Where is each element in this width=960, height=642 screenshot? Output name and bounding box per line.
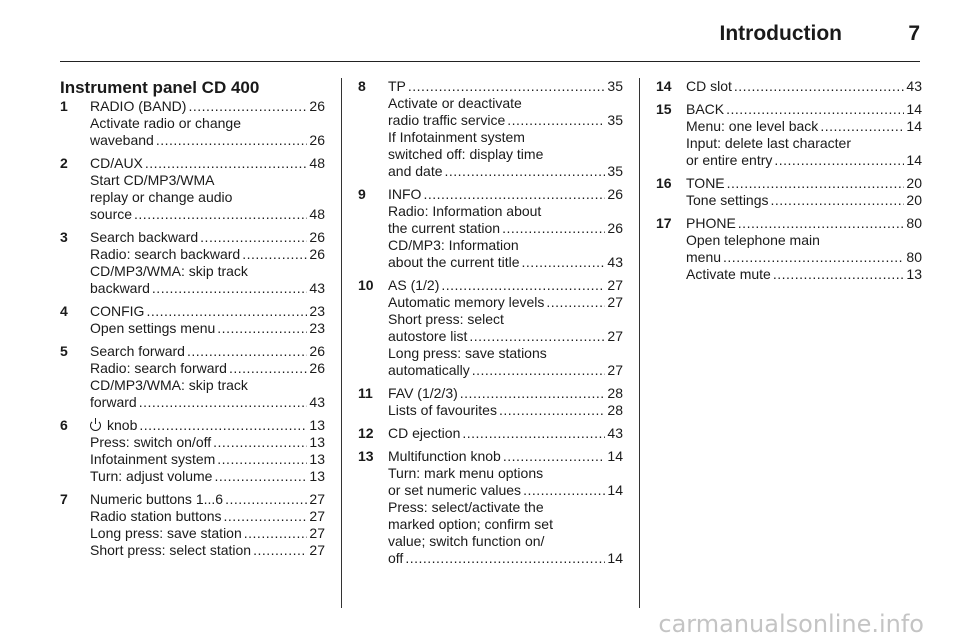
leader-dots: [771, 192, 905, 209]
index-entry: [358, 425, 623, 442]
page-ref: 27: [309, 508, 325, 524]
index-entry: [656, 101, 922, 169]
index-entry: [60, 229, 325, 297]
column-1: [60, 78, 325, 565]
entry-line: [388, 402, 623, 419]
entry-text: CD/AUX: [90, 155, 143, 171]
page-ref: 43: [906, 78, 922, 94]
entry-line: [686, 152, 922, 169]
page-ref: 48: [309, 155, 325, 171]
page-ref: 27: [309, 491, 325, 507]
index-entry: [358, 277, 623, 379]
leader-dots: [225, 491, 307, 508]
leader-dots: [523, 482, 605, 499]
entry-line: [686, 249, 922, 266]
leader-dots: [156, 132, 308, 149]
entry-number: 13: [358, 448, 374, 464]
entry-text: CD ejection: [388, 425, 461, 441]
entry-number: 14: [656, 78, 672, 94]
leader-dots: [441, 277, 605, 294]
leader-dots: [502, 220, 605, 237]
column-divider: [639, 78, 640, 608]
leader-dots: [253, 542, 307, 559]
index-entry: [358, 78, 623, 180]
entry-text: forward: [90, 394, 137, 410]
entry-text: Activate radio or change: [90, 115, 241, 131]
page-title: Introduction: [719, 22, 842, 45]
page-ref: 35: [607, 112, 623, 128]
leader-dots: [507, 112, 605, 129]
entry-line: [388, 112, 623, 129]
page-ref: 27: [309, 542, 325, 558]
entry-text: Radio: search backward: [90, 246, 241, 262]
entry-line: [388, 186, 623, 203]
entry-line: [388, 294, 623, 311]
leader-dots: [214, 468, 307, 485]
page-number: 7: [908, 22, 920, 45]
leader-dots: [773, 266, 905, 283]
entry-line: [388, 254, 623, 271]
entry-line: [90, 280, 325, 297]
entry-list: [656, 78, 922, 283]
entry-text: Turn: adjust volume: [90, 468, 213, 484]
page-ref: 14: [906, 101, 922, 117]
entry-list: [358, 78, 623, 567]
entry-line: [388, 499, 623, 516]
entry-line: [90, 263, 325, 280]
entry-text: AS (1/2): [388, 277, 440, 293]
entry-text: or entire entry: [686, 152, 773, 168]
entry-line: [388, 78, 623, 95]
entry-text: Radio: Information about: [388, 203, 542, 219]
entry-line: [90, 377, 325, 394]
page-ref: 27: [607, 294, 623, 310]
leader-dots: [503, 448, 606, 465]
entry-line: [388, 311, 623, 328]
entry-line: [388, 516, 623, 533]
page-ref: 43: [309, 280, 325, 296]
leader-dots: [462, 425, 605, 442]
entry-line: [388, 220, 623, 237]
page-ref: 14: [906, 118, 922, 134]
entry-line: [90, 189, 325, 206]
page-ref: 27: [607, 328, 623, 344]
page-ref: 43: [607, 425, 623, 441]
entry-number: 2: [60, 155, 68, 171]
column-2: [358, 78, 623, 573]
entry-text: Radio station buttons: [90, 508, 222, 524]
page-ref: 27: [607, 277, 623, 293]
entry-text: knob: [107, 417, 138, 433]
entry-text: Search forward: [90, 343, 185, 359]
entry-lines: [388, 277, 623, 379]
leader-dots: [188, 98, 307, 115]
entry-text: CD slot: [686, 78, 732, 94]
entry-lines: [388, 186, 623, 271]
entry-line: [90, 542, 325, 559]
entry-text: Turn: mark menu options: [388, 465, 544, 481]
entry-line: [388, 95, 623, 112]
entry-line: [90, 229, 325, 246]
entry-text: Press: select/activate the: [388, 499, 544, 515]
index-entry: [656, 175, 922, 209]
entry-number: 4: [60, 303, 68, 319]
entry-text: FAV (1/2/3): [388, 385, 458, 401]
entry-line: [90, 155, 325, 172]
entry-line: [90, 98, 325, 115]
entry-text: BACK: [686, 101, 725, 117]
entry-text: PHONE: [686, 215, 736, 231]
leader-dots: [139, 394, 308, 411]
entry-line: [90, 394, 325, 411]
page-ref: 13: [309, 468, 325, 484]
entry-number: 11: [358, 385, 373, 401]
entry-line: [388, 448, 623, 465]
entry-text: INFO: [388, 186, 422, 202]
leader-dots: [723, 249, 904, 266]
entry-number: 16: [656, 175, 672, 191]
leader-dots: [224, 508, 308, 525]
leader-dots: [187, 343, 307, 360]
entry-text: about the current title: [388, 254, 520, 270]
entry-line: [388, 237, 623, 254]
entry-line: [388, 163, 623, 180]
page-ref: 26: [309, 98, 325, 114]
entry-lines: [686, 215, 922, 283]
entry-lines: [686, 101, 922, 169]
entry-line: [90, 206, 325, 223]
entry-number: 8: [358, 78, 366, 94]
entry-number: 15: [656, 101, 672, 117]
entry-lines: [388, 385, 623, 419]
entry-text: Press: switch on/off: [90, 434, 212, 450]
entry-text: waveband: [90, 132, 154, 148]
entry-text: automatically: [388, 362, 470, 378]
leader-dots: [139, 417, 307, 434]
entry-text: Tone settings: [686, 192, 769, 208]
entry-lines: [90, 343, 325, 411]
entry-text: Start CD/MP3/WMA: [90, 172, 215, 188]
entry-number: 9: [358, 186, 366, 202]
entry-text: backward: [90, 280, 150, 296]
entry-line: [90, 525, 325, 542]
entry-number: 7: [60, 491, 68, 507]
entry-text: value; switch function on/: [388, 533, 545, 549]
leader-dots: [774, 152, 904, 169]
watermark: carmanualsonline.info: [658, 610, 924, 638]
entry-line: [90, 115, 325, 132]
entry-line: [388, 482, 623, 499]
leader-dots: [213, 434, 307, 451]
entry-number: 5: [60, 343, 68, 359]
entry-number: 6: [60, 417, 68, 433]
entry-text: TP: [388, 78, 406, 94]
page-header: [60, 18, 920, 62]
leader-dots: [726, 101, 904, 118]
entry-text: Search backward: [90, 229, 199, 245]
entry-text: Automatic memory levels: [388, 294, 545, 310]
power-icon: [90, 420, 101, 431]
index-entry: [358, 448, 623, 567]
page-ref: 48: [309, 206, 325, 222]
index-entry: [60, 491, 325, 559]
entry-text: the current station: [388, 220, 501, 236]
index-entry: [60, 98, 325, 149]
entry-line: [388, 328, 623, 345]
index-entry: [656, 215, 922, 283]
leader-dots: [405, 550, 605, 567]
leader-dots: [244, 525, 308, 542]
page-ref: 20: [906, 175, 922, 191]
leader-dots: [152, 280, 308, 297]
entry-text: TONE: [686, 175, 725, 191]
entry-lines: [686, 78, 922, 95]
page-ref: 13: [309, 451, 325, 467]
leader-dots: [217, 451, 307, 468]
entry-text: Activate mute: [686, 266, 771, 282]
page-ref: 26: [309, 229, 325, 245]
page-ref: 14: [607, 448, 623, 464]
entry-lines: [388, 448, 623, 567]
entry-line: [90, 468, 325, 485]
entry-line: [388, 550, 623, 567]
leader-dots: [499, 402, 605, 419]
entry-lines: [388, 425, 623, 442]
page-ref: 14: [607, 550, 623, 566]
entry-lines: [90, 155, 325, 223]
leader-dots: [460, 385, 606, 402]
entry-line: [686, 192, 922, 209]
entry-text: Lists of favourites: [388, 402, 497, 418]
leader-dots: [242, 246, 307, 263]
entry-line: [388, 203, 623, 220]
index-entry: [60, 343, 325, 411]
page-ref: 80: [906, 249, 922, 265]
leader-dots: [734, 78, 905, 95]
leader-dots: [229, 360, 307, 377]
page-ref: 14: [607, 482, 623, 498]
index-entry: [60, 303, 325, 337]
entry-line: [90, 434, 325, 451]
entry-number: 12: [358, 425, 374, 441]
entry-text: Long press: save stations: [388, 345, 547, 361]
entry-text: Radio: search forward: [90, 360, 227, 376]
entry-line: [686, 175, 922, 192]
entry-text: and date: [388, 163, 443, 179]
leader-dots: [423, 186, 605, 203]
page-ref: 26: [607, 186, 623, 202]
entry-text: autostore list: [388, 328, 468, 344]
section-title: Instrument panel CD 400: [60, 78, 260, 97]
leader-dots: [408, 78, 606, 95]
entry-text: marked option; confirm set: [388, 516, 553, 532]
entry-number: 1: [60, 98, 68, 114]
entry-lines: [90, 303, 325, 337]
entry-text: Multifunction knob: [388, 448, 501, 464]
entry-text: Activate or deactivate: [388, 95, 522, 111]
entry-text: or set numeric values: [388, 482, 522, 498]
page-ref: 23: [309, 303, 325, 319]
entry-line: [388, 533, 623, 550]
entry-text: RADIO (BAND): [90, 98, 187, 114]
entry-line: [388, 345, 623, 362]
page-ref: 26: [309, 132, 325, 148]
entry-line: [388, 425, 623, 442]
entry-line: [90, 320, 325, 337]
index-entry: [358, 186, 623, 271]
page-ref: 20: [906, 192, 922, 208]
page-ref: 23: [309, 320, 325, 336]
entry-text: Menu: one level back: [686, 118, 819, 134]
leader-dots: [522, 254, 606, 271]
entry-line: [388, 362, 623, 379]
leader-dots: [546, 294, 605, 311]
entry-text: CD/MP3/WMA: skip track: [90, 377, 248, 393]
entry-text: radio traffic service: [388, 112, 506, 128]
entry-line: [90, 343, 325, 360]
entry-line: [90, 132, 325, 149]
leader-dots: [145, 155, 308, 172]
entry-text: Short press: select station: [90, 542, 252, 558]
entry-list: [60, 98, 325, 559]
index-entry: [656, 78, 922, 95]
page-ref: 26: [309, 246, 325, 262]
page-ref: 14: [906, 152, 922, 168]
entry-line: [90, 172, 325, 189]
entry-text: switched off: display time: [388, 146, 544, 162]
page-ref: 26: [309, 343, 325, 359]
entry-lines: [90, 98, 325, 149]
leader-dots: [820, 118, 904, 135]
entry-line: [388, 277, 623, 294]
entry-text: replay or change audio: [90, 189, 233, 205]
entry-text: CONFIG: [90, 303, 145, 319]
page-ref: 35: [607, 163, 623, 179]
entry-text: Infotainment system: [90, 451, 216, 467]
entry-text: Numeric buttons 1...6: [90, 491, 224, 507]
index-entry: [60, 417, 325, 485]
page-ref: 28: [607, 402, 623, 418]
page-ref: 26: [309, 360, 325, 376]
leader-dots: [445, 163, 606, 180]
entry-text: If Infotainment system: [388, 129, 525, 145]
page-ref: 13: [906, 266, 922, 282]
leader-dots: [738, 215, 905, 232]
page-ref: 43: [309, 394, 325, 410]
page-ref: 35: [607, 78, 623, 94]
entry-text: CD/MP3/WMA: skip track: [90, 263, 248, 279]
entry-lines: [388, 78, 623, 180]
entry-text: menu: [686, 249, 722, 265]
entry-line: [90, 246, 325, 263]
entry-text: source: [90, 206, 133, 222]
entry-line: [686, 135, 922, 152]
entry-number: 10: [358, 277, 374, 293]
page-ref: 43: [607, 254, 623, 270]
column-divider: [341, 78, 342, 608]
entry-line: [686, 101, 922, 118]
leader-dots: [134, 206, 307, 223]
entry-line: [686, 266, 922, 283]
page-ref: 27: [309, 525, 325, 541]
index-entry: [358, 385, 623, 419]
entry-line: [90, 451, 325, 468]
entry-text: Short press: select: [388, 311, 504, 327]
entry-line: [686, 232, 922, 249]
entry-lines: [686, 175, 922, 209]
entry-line: [388, 146, 623, 163]
page-ref: 13: [309, 434, 325, 450]
entry-number: 3: [60, 229, 68, 245]
page-ref: 80: [906, 215, 922, 231]
page-ref: 27: [607, 362, 623, 378]
entry-line: [686, 215, 922, 232]
entry-line: [686, 78, 922, 95]
entry-line: [90, 360, 325, 377]
entry-text: Open settings menu: [90, 320, 216, 336]
page-ref: 26: [607, 220, 623, 236]
entry-lines: [90, 229, 325, 297]
entry-line: [388, 465, 623, 482]
entry-line: [90, 491, 325, 508]
entry-number: 17: [656, 215, 672, 231]
entry-text: Input: delete last character: [686, 135, 851, 151]
entry-line: [90, 508, 325, 525]
leader-dots: [217, 320, 307, 337]
entry-text: off: [388, 550, 404, 566]
entry-text: Open telephone main: [686, 232, 820, 248]
page-ref: 13: [309, 417, 325, 433]
index-entry: [60, 155, 325, 223]
entry-text: Long press: save station: [90, 525, 242, 541]
leader-dots: [727, 175, 905, 192]
entry-text: CD/MP3: Information: [388, 237, 519, 253]
entry-line: [686, 118, 922, 135]
entry-lines: [90, 417, 325, 485]
entry-line: [388, 385, 623, 402]
leader-dots: [472, 362, 606, 379]
leader-dots: [200, 229, 307, 246]
leader-dots: [469, 328, 605, 345]
entry-line: [90, 303, 325, 320]
leader-dots: [146, 303, 307, 320]
entry-lines: [90, 491, 325, 559]
page-ref: 28: [607, 385, 623, 401]
entry-line: [388, 129, 623, 146]
column-3: [656, 78, 922, 289]
entry-line: [90, 417, 325, 434]
